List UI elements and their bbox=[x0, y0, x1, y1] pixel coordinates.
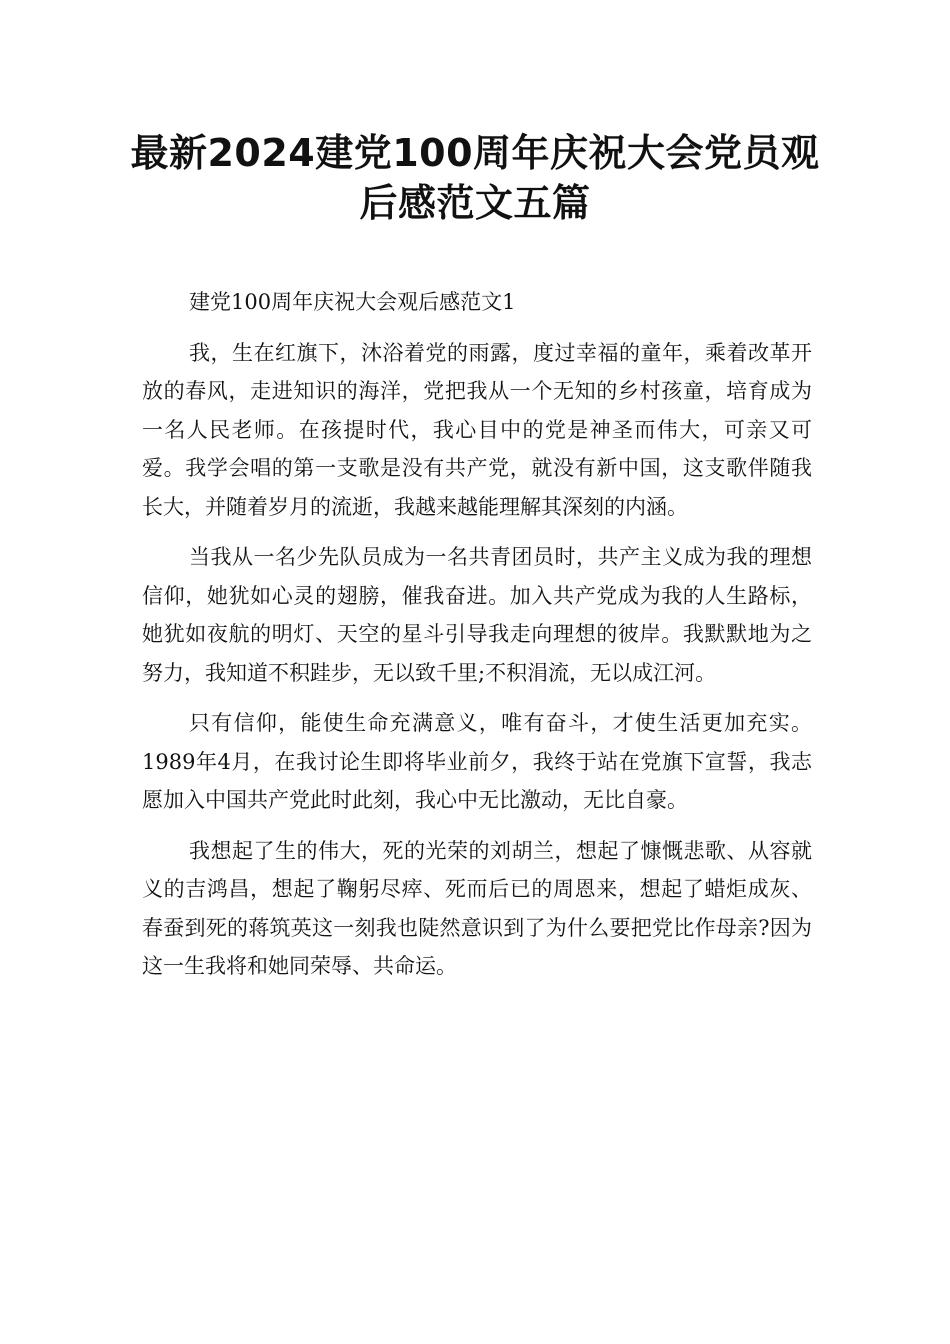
document-title bbox=[0, 128, 950, 228]
section-heading: 建党100周年庆祝大会观后感范文1 bbox=[189, 290, 516, 314]
paragraph-2: 当我从一名少先队员成为一名共青团员时，共产主义成为我的理想信仰，她犹如心灵的翅膀，催我奋进。加入共产党成为我的人生路标，她犹如夜航的明灯、天空的星斗引导我走向理想的彼岸。我默默地为之努力，我知道不积跬步，无以致千里;不积涓流，无以成江河。 bbox=[142, 545, 812, 685]
document-body bbox=[142, 283, 812, 998]
title-line-2: 后感范文五篇 bbox=[359, 181, 591, 225]
paragraph-4: 我想起了生的伟大，死的光荣的刘胡兰，想起了慷慨悲歌、从容就义的吉鸿昌，想起了鞠躬尽瘁、死而后已的周恩来，想起了蜡炬成灰、春蚕到死的蒋筑英这一刻我也陡然意识到了为什么要把党比作母亲?因为这一生我将和她同荣辱、共命运。 bbox=[142, 838, 812, 978]
paragraph-1: 我，生在红旗下，沐浴着党的雨露，度过幸福的童年，乘着改革开放的春风，走进知识的海洋，党把我从一个无知的乡村孩童，培育成为一名人民老师。在孩提时代，我心目中的党是神圣而伟大，可亲又可爱。我学会唱的第一支歌是没有共产党，就没有新中国，这支歌伴随我长大，并随着岁月的流逝，我越来越能理解其深刻的内涵。 bbox=[142, 340, 812, 519]
title-line-1: 最新2024建党100周年庆祝大会党员观 bbox=[130, 131, 820, 175]
paragraph-3: 只有信仰，能使生命充满意义，唯有奋斗，才使生活更加充实。1989年4月，在我讨论生即将毕业前夕，我终于站在党旗下宣誓，我志愿加入中国共产党此时此刻，我心中无比激动，无比自豪。 bbox=[142, 711, 812, 812]
